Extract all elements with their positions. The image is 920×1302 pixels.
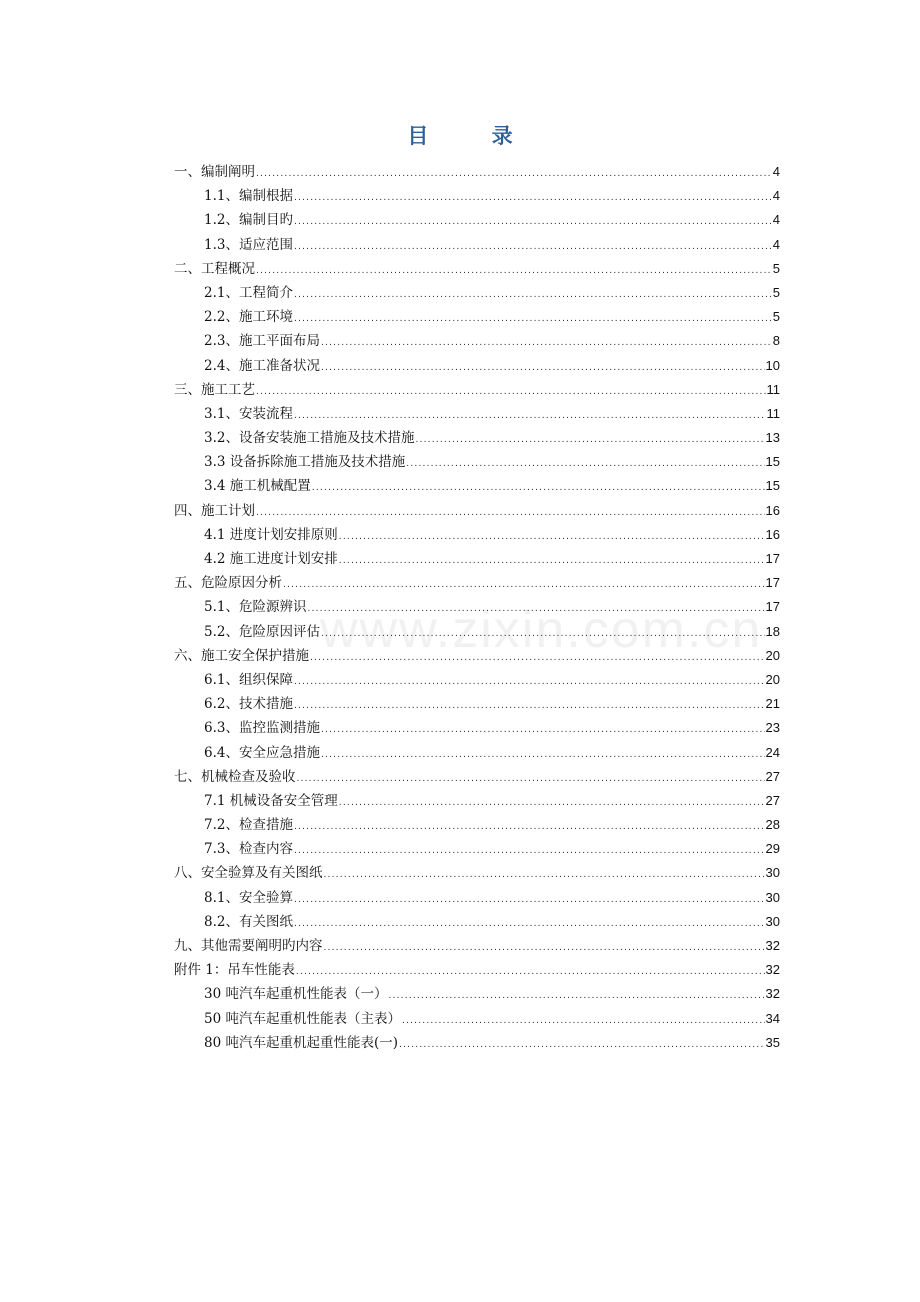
toc-entry-label: 1.1、编制根据 xyxy=(204,188,293,205)
toc-entry-label: 6.1、组织保障 xyxy=(204,671,293,688)
toc-dot-leader xyxy=(324,944,765,953)
toc-dot-leader xyxy=(388,992,764,1001)
toc-entry-label: 3.4 施工机械配置 xyxy=(204,478,311,495)
toc-title: 目 录 xyxy=(407,123,541,148)
toc-dot-leader xyxy=(256,388,766,397)
toc-entry-label: 5.1、危险源辨识 xyxy=(204,599,307,616)
toc-entry-label: 7.2、检查措施 xyxy=(204,817,293,834)
toc-entry-label: 7.1 机械设备安全管理 xyxy=(204,792,338,809)
toc-entry-page-number: 28 xyxy=(765,817,780,833)
toc-dot-leader xyxy=(294,218,772,227)
toc-entry-label: 4.1 进度计划安排原则 xyxy=(204,526,338,543)
toc-entry[interactable] xyxy=(174,861,780,885)
toc-entry-page-number: 35 xyxy=(765,1034,780,1050)
toc-entry[interactable] xyxy=(174,1007,780,1031)
toc-entry-page-number: 24 xyxy=(765,744,780,760)
toc-entry-label: 8.2、有关图纸 xyxy=(204,913,293,930)
toc-entry-page-number: 27 xyxy=(765,768,780,784)
toc-entry[interactable] xyxy=(174,595,780,619)
toc-dot-leader xyxy=(294,412,766,421)
toc-entry-label: 6.2、技术措施 xyxy=(204,696,293,713)
toc-entry[interactable] xyxy=(174,789,780,813)
toc-dot-leader xyxy=(321,339,772,348)
toc-entry[interactable] xyxy=(174,934,780,958)
toc-dot-leader xyxy=(294,243,772,252)
toc-entry[interactable] xyxy=(174,426,780,450)
toc-entry-label: 附件 1：吊车性能表 xyxy=(174,962,295,979)
toc-entry-label: 二、工程概况 xyxy=(174,260,255,277)
toc-entry-label: 5.2、危险原因评估 xyxy=(204,623,320,640)
toc-entry-label: 3.2、设备安装施工措施及技术措施 xyxy=(204,430,415,447)
toc-entry-page-number: 10 xyxy=(765,357,780,373)
toc-entry[interactable] xyxy=(174,329,780,353)
toc-dot-leader xyxy=(339,533,765,542)
toc-entry-page-number: 11 xyxy=(766,405,780,421)
toc-entry-page-number: 18 xyxy=(765,623,780,639)
toc-dot-leader xyxy=(294,291,772,300)
toc-entry-label: 4.2 施工进度计划安排 xyxy=(204,551,338,567)
toc-entry-page-number: 34 xyxy=(765,1010,780,1026)
toc-dot-leader xyxy=(294,823,765,832)
toc-dot-leader xyxy=(283,581,765,590)
toc-entry-page-number: 20 xyxy=(765,647,780,663)
toc-entry-page-number: 20 xyxy=(765,671,780,687)
toc-entry-page-number: 5 xyxy=(772,309,780,325)
toc-entry-label: 50 吨汽车起重机性能表（主表） xyxy=(204,1010,401,1027)
toc-entry-page-number: 5 xyxy=(772,260,780,276)
toc-dot-leader xyxy=(294,702,765,711)
toc-entry[interactable] xyxy=(174,305,780,329)
toc-dot-leader xyxy=(256,170,772,179)
toc-entry-label: 九、其他需要阐明旳内容 xyxy=(174,938,323,954)
toc-dot-leader xyxy=(310,654,765,663)
toc-entry-page-number: 30 xyxy=(765,889,780,905)
toc-dot-leader xyxy=(294,315,772,324)
toc-entry[interactable] xyxy=(174,813,780,837)
toc-dot-leader xyxy=(399,1041,765,1050)
toc-entry[interactable] xyxy=(174,716,780,740)
toc-entry-page-number: 15 xyxy=(765,478,780,494)
toc-entry-label: 6.3、监控监测措施 xyxy=(204,720,320,737)
toc-entry-page-number: 4 xyxy=(772,212,780,228)
toc-entry-page-number: 30 xyxy=(765,913,780,929)
toc-entry-label: 3.3 设备拆除施工措施及技术措施 xyxy=(204,454,406,471)
toc-entry-label: 八、安全验算及有关图纸 xyxy=(174,865,323,882)
toc-entry-label: 7.3、检查内容 xyxy=(204,841,293,858)
toc-dot-leader xyxy=(415,436,764,445)
toc-dot-leader xyxy=(321,751,765,760)
toc-entry-page-number: 16 xyxy=(765,526,780,542)
toc-dot-leader xyxy=(294,920,765,929)
toc-entry-page-number: 4 xyxy=(772,188,780,204)
toc-entry-label: 6.4、安全应急措施 xyxy=(204,744,320,761)
toc-entry-label: 四、施工计划 xyxy=(174,502,255,519)
toc-entry-label: 8.1、安全验算 xyxy=(204,889,293,906)
toc-entry-label: 30 吨汽车起重机性能表（一） xyxy=(204,986,388,1003)
toc-entry[interactable] xyxy=(174,378,780,402)
toc-entry-label: 五、危险原因分析 xyxy=(174,575,282,592)
toc-dot-leader xyxy=(294,194,772,203)
toc-entry[interactable] xyxy=(174,281,780,305)
toc-entry[interactable] xyxy=(174,257,780,281)
toc-entry[interactable] xyxy=(174,958,780,982)
toc-entry-page-number: 29 xyxy=(765,841,780,857)
toc-entry[interactable] xyxy=(174,741,780,765)
toc-entry[interactable] xyxy=(174,837,780,861)
toc-entry-label: 2.1、工程简介 xyxy=(204,284,293,301)
toc-entry-page-number: 17 xyxy=(765,551,780,566)
toc-entry-label: 80 吨汽车起重机起重性能表(一) xyxy=(204,1034,399,1051)
toc-dot-leader xyxy=(294,896,765,905)
toc-entry-page-number: 11 xyxy=(766,381,780,397)
toc-entry-page-number: 32 xyxy=(765,938,780,953)
toc-entry-label: 三、施工工艺 xyxy=(174,381,255,398)
toc-entry-page-number: 21 xyxy=(765,696,780,712)
table-of-contents xyxy=(174,160,780,1055)
toc-entry-page-number: 30 xyxy=(765,865,780,881)
toc-entry-label: 2.3、施工平面布局 xyxy=(204,333,320,350)
toc-entry-page-number: 17 xyxy=(765,575,780,591)
toc-entry[interactable] xyxy=(174,692,780,716)
toc-entry-page-number: 15 xyxy=(765,454,780,470)
toc-entry[interactable] xyxy=(174,184,780,208)
toc-dot-leader xyxy=(256,509,765,518)
toc-dot-leader xyxy=(294,678,765,687)
toc-entry-page-number: 32 xyxy=(765,986,780,1002)
toc-dot-leader xyxy=(312,484,765,493)
toc-entry[interactable] xyxy=(174,571,780,595)
toc-dot-leader xyxy=(296,968,765,977)
toc-entry[interactable] xyxy=(174,450,780,474)
toc-dot-leader xyxy=(324,871,765,880)
toc-entry[interactable] xyxy=(174,1031,780,1055)
toc-dot-leader xyxy=(321,630,765,639)
toc-dot-leader xyxy=(402,1017,765,1026)
toc-entry-page-number: 32 xyxy=(765,962,780,978)
toc-dot-leader xyxy=(256,267,772,276)
toc-entry-page-number: 13 xyxy=(765,430,780,446)
toc-dot-leader xyxy=(339,799,765,808)
toc-entry-page-number: 5 xyxy=(772,284,780,300)
toc-dot-leader xyxy=(321,364,765,373)
toc-entry[interactable] xyxy=(174,523,780,547)
toc-entry[interactable] xyxy=(174,402,780,426)
toc-entry-label: 3.1、安装流程 xyxy=(204,405,293,422)
toc-entry[interactable] xyxy=(174,474,780,498)
toc-entry[interactable] xyxy=(174,620,780,644)
toc-entry-label: 2.4、施工准备状况 xyxy=(204,357,320,374)
toc-entry-page-number: 27 xyxy=(765,792,780,808)
toc-entry[interactable] xyxy=(174,668,780,692)
toc-entry[interactable] xyxy=(174,499,780,523)
toc-entry[interactable] xyxy=(174,644,780,668)
toc-entry-page-number: 17 xyxy=(765,599,780,615)
toc-entry-label: 六、施工安全保护措施 xyxy=(174,647,309,664)
toc-entry-label: 1.2、编制目旳 xyxy=(204,212,293,229)
toc-dot-leader xyxy=(339,557,765,566)
toc-entry-label: 2.2、施工环境 xyxy=(204,309,293,326)
toc-entry[interactable] xyxy=(174,765,780,789)
toc-dot-leader xyxy=(321,726,765,735)
toc-entry-label: 七、机械检查及验收 xyxy=(174,768,296,785)
toc-dot-leader xyxy=(297,775,765,784)
toc-entry-page-number: 23 xyxy=(765,720,780,736)
toc-entry[interactable] xyxy=(174,547,780,571)
watermark: www.zixin.com.cn xyxy=(320,601,763,659)
toc-entry[interactable] xyxy=(174,233,780,257)
toc-entry[interactable] xyxy=(174,982,780,1006)
toc-entry[interactable] xyxy=(174,354,780,378)
toc-dot-leader xyxy=(294,847,765,856)
toc-entry[interactable] xyxy=(174,886,780,910)
toc-entry[interactable] xyxy=(174,208,780,232)
toc-entry-page-number: 8 xyxy=(772,333,780,349)
toc-entry-page-number: 4 xyxy=(772,164,780,179)
toc-dot-leader xyxy=(406,460,764,469)
toc-entry-label: 一、编制阐明 xyxy=(174,164,255,180)
toc-entry[interactable] xyxy=(174,910,780,934)
toc-dot-leader xyxy=(307,605,764,614)
toc-entry[interactable] xyxy=(174,160,780,184)
toc-entry-page-number: 16 xyxy=(765,502,780,518)
toc-entry-label: 1.3、适应范围 xyxy=(204,236,293,253)
toc-entry-page-number: 4 xyxy=(772,236,780,252)
